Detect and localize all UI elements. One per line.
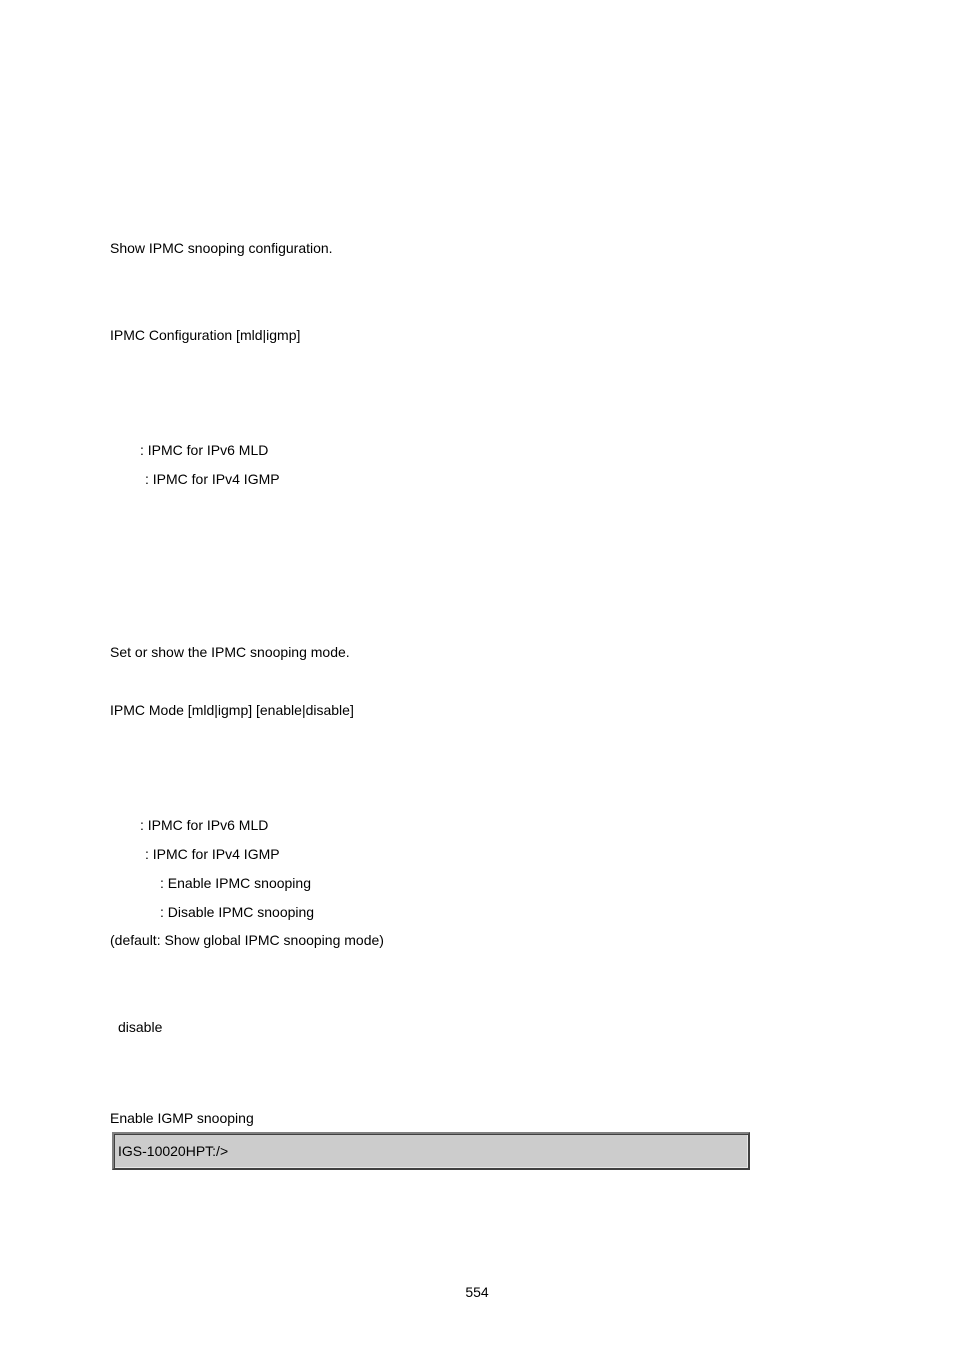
section1-param-mld: : IPMC for IPv6 MLD xyxy=(140,442,269,458)
section2-default-value: disable xyxy=(118,1019,163,1035)
section2-syntax: IPMC Mode [mld|igmp] [enable|disable] xyxy=(110,702,354,718)
console-box xyxy=(112,1132,750,1170)
section1-param-igmp: : IPMC for IPv4 IGMP xyxy=(145,471,280,487)
section2-param-enable: : Enable IPMC snooping xyxy=(160,875,311,891)
page-number: 554 xyxy=(465,1284,489,1300)
section2-param-igmp: : IPMC for IPv4 IGMP xyxy=(145,846,280,862)
section1-description: Show IPMC snooping configuration. xyxy=(110,240,333,256)
section1-syntax: IPMC Configuration [mld|igmp] xyxy=(110,327,301,343)
section2-description: Set or show the IPMC snooping mode. xyxy=(110,644,350,660)
console-prompt: IGS-10020HPT:/> xyxy=(118,1143,229,1159)
section2-example-label: Enable IGMP snooping xyxy=(110,1110,254,1126)
section2-param-disable: : Disable IPMC snooping xyxy=(160,904,315,920)
section2-default-note: (default: Show global IPMC snooping mode) xyxy=(110,932,384,948)
section2-param-mld: : IPMC for IPv6 MLD xyxy=(140,817,269,833)
